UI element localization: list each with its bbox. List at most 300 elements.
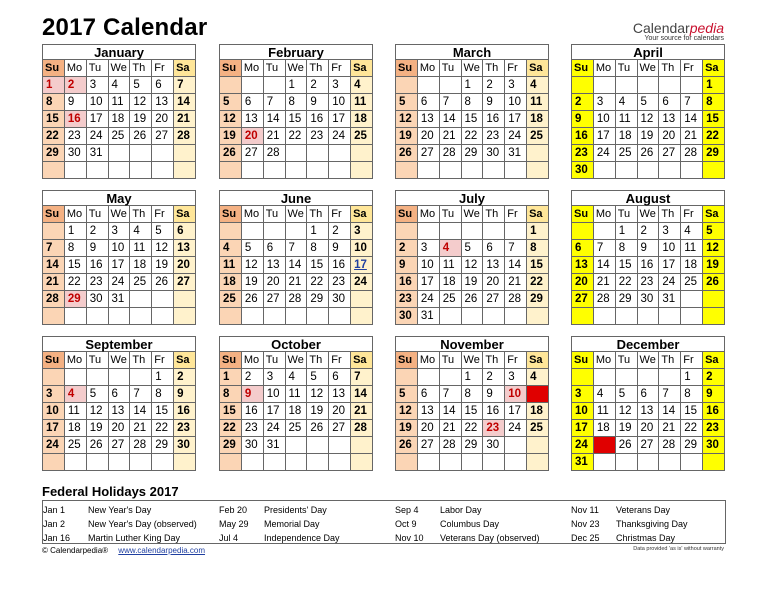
day-cell[interactable]: 23 [483, 420, 505, 437]
day-cell[interactable]: 12 [637, 111, 659, 128]
day-cell[interactable]: 13 [417, 403, 439, 420]
day-cell[interactable]: 16 [483, 403, 505, 420]
day-cell[interactable]: 9 [64, 94, 86, 111]
day-cell[interactable]: 30 [396, 308, 418, 325]
day-cell[interactable]: 12 [241, 257, 263, 274]
day-cell[interactable]: 20 [329, 403, 351, 420]
day-cell[interactable]: 30 [572, 162, 594, 179]
day-cell[interactable]: 14 [439, 403, 461, 420]
day-cell[interactable]: 31 [505, 145, 527, 162]
day-cell[interactable]: 25 [108, 128, 130, 145]
day-cell[interactable]: 2 [483, 77, 505, 94]
day-cell[interactable]: 29 [64, 291, 86, 308]
day-cell[interactable]: 27 [417, 437, 439, 454]
day-cell[interactable]: 11 [527, 386, 549, 403]
day-cell[interactable]: 12 [396, 111, 418, 128]
day-cell[interactable]: 16 [64, 111, 86, 128]
day-cell[interactable]: 1 [285, 77, 307, 94]
day-cell[interactable]: 16 [174, 403, 196, 420]
day-cell[interactable]: 30 [483, 145, 505, 162]
day-cell[interactable]: 28 [43, 291, 65, 308]
day-cell[interactable]: 4 [439, 240, 461, 257]
day-cell[interactable]: 5 [307, 369, 329, 386]
day-cell[interactable]: 14 [130, 403, 152, 420]
day-cell[interactable]: 14 [681, 111, 703, 128]
day-cell[interactable]: 15 [615, 257, 637, 274]
day-cell[interactable]: 19 [396, 128, 418, 145]
day-cell[interactable]: 10 [263, 386, 285, 403]
day-cell[interactable]: 24 [593, 145, 615, 162]
day-cell[interactable]: 31 [86, 145, 108, 162]
day-cell[interactable]: 6 [108, 386, 130, 403]
day-cell[interactable]: 23 [64, 128, 86, 145]
website-link[interactable]: www.calendarpedia.com [118, 546, 206, 555]
day-cell[interactable]: 27 [659, 145, 681, 162]
day-cell[interactable]: 2 [572, 94, 594, 111]
day-cell[interactable]: 20 [417, 420, 439, 437]
day-cell[interactable]: 10 [505, 386, 527, 403]
day-cell[interactable]: 10 [505, 94, 527, 111]
day-cell[interactable]: 31 [572, 454, 594, 471]
day-cell[interactable]: 14 [659, 403, 681, 420]
day-cell[interactable]: 1 [461, 369, 483, 386]
day-cell[interactable]: 1 [43, 77, 65, 94]
day-cell[interactable]: 17 [43, 420, 65, 437]
day-cell[interactable]: 5 [637, 94, 659, 111]
day-cell[interactable]: 13 [263, 257, 285, 274]
day-cell[interactable]: 23 [703, 420, 725, 437]
day-cell[interactable]: 19 [396, 420, 418, 437]
day-cell[interactable]: 2 [174, 369, 196, 386]
day-cell[interactable]: 29 [43, 145, 65, 162]
day-cell[interactable]: 18 [439, 274, 461, 291]
day-cell[interactable]: 29 [307, 291, 329, 308]
day-cell[interactable]: 10 [572, 403, 594, 420]
day-cell[interactable]: 2 [64, 77, 86, 94]
day-cell[interactable]: 23 [174, 420, 196, 437]
day-cell[interactable]: 26 [461, 291, 483, 308]
day-cell[interactable]: 14 [439, 111, 461, 128]
day-cell[interactable]: 15 [285, 111, 307, 128]
day-cell[interactable]: 15 [43, 111, 65, 128]
day-cell[interactable]: 3 [505, 369, 527, 386]
day-cell[interactable]: 12 [86, 403, 108, 420]
day-cell[interactable]: 25 [527, 128, 549, 145]
day-cell[interactable]: 26 [396, 437, 418, 454]
day-cell[interactable]: 18 [130, 257, 152, 274]
day-cell[interactable]: 3 [351, 223, 373, 240]
day-cell[interactable]: 9 [329, 240, 351, 257]
day-cell[interactable]: 5 [241, 240, 263, 257]
day-cell[interactable]: 5 [461, 240, 483, 257]
day-cell[interactable]: 28 [130, 437, 152, 454]
day-cell[interactable]: 27 [483, 291, 505, 308]
day-cell[interactable]: 26 [615, 437, 637, 454]
day-cell[interactable]: 23 [329, 274, 351, 291]
day-cell[interactable]: 21 [43, 274, 65, 291]
day-cell[interactable]: 31 [417, 308, 439, 325]
day-cell[interactable]: 10 [43, 403, 65, 420]
day-cell[interactable]: 12 [703, 240, 725, 257]
day-cell[interactable]: 10 [108, 240, 130, 257]
day-cell[interactable]: 28 [593, 291, 615, 308]
day-cell[interactable]: 5 [220, 94, 242, 111]
day-cell[interactable]: 26 [703, 274, 725, 291]
day-cell[interactable]: 7 [43, 240, 65, 257]
day-cell[interactable]: 2 [637, 223, 659, 240]
day-cell[interactable]: 13 [417, 111, 439, 128]
day-cell[interactable]: 6 [637, 386, 659, 403]
day-cell[interactable]: 14 [505, 257, 527, 274]
day-cell[interactable]: 14 [43, 257, 65, 274]
day-cell[interactable]: 10 [351, 240, 373, 257]
day-cell[interactable]: 19 [703, 257, 725, 274]
day-cell[interactable]: 15 [461, 111, 483, 128]
day-cell[interactable]: 7 [593, 240, 615, 257]
day-cell[interactable]: 6 [483, 240, 505, 257]
day-cell[interactable]: 21 [593, 274, 615, 291]
day-cell[interactable]: 24 [351, 274, 373, 291]
day-cell[interactable]: 12 [220, 111, 242, 128]
day-cell[interactable]: 2 [703, 369, 725, 386]
day-cell[interactable]: 22 [220, 420, 242, 437]
day-cell[interactable]: 18 [64, 420, 86, 437]
day-cell[interactable]: 25 [351, 128, 373, 145]
day-cell[interactable]: 4 [64, 386, 86, 403]
day-cell[interactable]: 18 [615, 128, 637, 145]
day-cell[interactable]: 26 [241, 291, 263, 308]
day-cell[interactable]: 17 [417, 274, 439, 291]
day-cell[interactable]: 23 [241, 420, 263, 437]
day-cell[interactable]: 22 [703, 128, 725, 145]
day-cell[interactable]: 12 [307, 386, 329, 403]
day-cell[interactable]: 27 [241, 145, 263, 162]
day-cell[interactable]: 18 [351, 111, 373, 128]
day-cell[interactable]: 21 [439, 128, 461, 145]
day-cell[interactable]: 24 [572, 437, 594, 454]
day-cell[interactable]: 11 [439, 257, 461, 274]
day-cell[interactable]: 8 [703, 94, 725, 111]
day-cell[interactable]: 14 [263, 111, 285, 128]
day-cell[interactable]: 29 [703, 145, 725, 162]
day-cell[interactable]: 6 [174, 223, 196, 240]
day-cell[interactable]: 13 [108, 403, 130, 420]
day-cell[interactable]: 25 [64, 437, 86, 454]
day-cell[interactable]: 24 [329, 128, 351, 145]
day-cell[interactable]: 15 [152, 403, 174, 420]
day-cell[interactable]: 21 [351, 403, 373, 420]
day-cell[interactable]: 11 [681, 240, 703, 257]
day-cell[interactable]: 31 [108, 291, 130, 308]
day-cell[interactable]: 3 [86, 77, 108, 94]
day-cell[interactable]: 25 [593, 437, 615, 454]
day-cell[interactable]: 1 [461, 77, 483, 94]
day-cell[interactable]: 9 [86, 240, 108, 257]
day-cell[interactable]: 2 [86, 223, 108, 240]
day-cell[interactable]: 28 [505, 291, 527, 308]
day-cell[interactable]: 8 [152, 386, 174, 403]
day-cell[interactable]: 20 [659, 128, 681, 145]
day-cell[interactable]: 8 [461, 94, 483, 111]
day-cell[interactable]: 27 [108, 437, 130, 454]
day-cell[interactable]: 11 [593, 403, 615, 420]
day-cell[interactable]: 12 [615, 403, 637, 420]
day-cell[interactable]: 25 [527, 420, 549, 437]
day-cell[interactable]: 21 [439, 420, 461, 437]
day-cell[interactable]: 2 [483, 369, 505, 386]
day-cell[interactable]: 4 [220, 240, 242, 257]
day-cell[interactable]: 8 [43, 94, 65, 111]
day-cell[interactable]: 19 [241, 274, 263, 291]
day-cell[interactable]: 5 [615, 386, 637, 403]
day-cell[interactable]: 12 [461, 257, 483, 274]
day-cell[interactable]: 3 [659, 223, 681, 240]
day-cell[interactable]: 15 [681, 403, 703, 420]
day-cell[interactable]: 16 [329, 257, 351, 274]
day-cell[interactable]: 17 [593, 128, 615, 145]
day-cell[interactable]: 22 [307, 274, 329, 291]
day-cell[interactable]: 5 [396, 386, 418, 403]
day-cell[interactable]: 7 [439, 94, 461, 111]
day-cell[interactable]: 29 [152, 437, 174, 454]
day-cell[interactable]: 12 [152, 240, 174, 257]
day-cell[interactable]: 16 [241, 403, 263, 420]
day-cell[interactable]: 20 [637, 420, 659, 437]
day-cell[interactable]: 9 [483, 94, 505, 111]
day-cell[interactable]: 23 [86, 274, 108, 291]
day-cell[interactable]: 17 [572, 420, 594, 437]
day-cell[interactable]: 17 [86, 111, 108, 128]
day-cell[interactable]: 20 [572, 274, 594, 291]
day-cell[interactable]: 8 [681, 386, 703, 403]
day-cell[interactable]: 21 [285, 274, 307, 291]
day-cell[interactable]: 25 [439, 291, 461, 308]
day-cell[interactable]: 1 [615, 223, 637, 240]
day-cell[interactable]: 10 [593, 111, 615, 128]
day-cell[interactable]: 18 [285, 403, 307, 420]
day-cell[interactable]: 25 [681, 274, 703, 291]
day-cell[interactable]: 10 [417, 257, 439, 274]
day-cell[interactable]: 26 [220, 145, 242, 162]
day-cell[interactable]: 28 [439, 145, 461, 162]
day-cell[interactable]: 22 [64, 274, 86, 291]
day-cell[interactable]: 28 [681, 145, 703, 162]
day-cell[interactable]: 6 [241, 94, 263, 111]
day-cell[interactable]: 7 [505, 240, 527, 257]
day-cell[interactable]: 9 [703, 386, 725, 403]
day-cell[interactable]: 29 [461, 145, 483, 162]
day-cell[interactable]: 6 [659, 94, 681, 111]
day-cell[interactable]: 30 [329, 291, 351, 308]
day-cell[interactable]: 28 [285, 291, 307, 308]
day-cell[interactable]: 2 [241, 369, 263, 386]
day-cell[interactable]: 5 [396, 94, 418, 111]
day-cell[interactable]: 23 [483, 128, 505, 145]
day-cell[interactable]: 27 [263, 291, 285, 308]
day-cell[interactable]: 29 [681, 437, 703, 454]
day-cell[interactable]: 20 [108, 420, 130, 437]
day-cell[interactable]: 20 [152, 111, 174, 128]
day-cell[interactable]: 27 [152, 128, 174, 145]
brand-logo[interactable] [633, 20, 724, 42]
day-cell[interactable]: 1 [64, 223, 86, 240]
day-cell[interactable]: 30 [637, 291, 659, 308]
day-cell[interactable]: 16 [86, 257, 108, 274]
day-cell[interactable]: 22 [681, 420, 703, 437]
day-cell[interactable]: 20 [417, 128, 439, 145]
day-cell[interactable]: 19 [152, 257, 174, 274]
day-cell[interactable]: 18 [527, 403, 549, 420]
day-cell[interactable]: 6 [417, 386, 439, 403]
day-cell[interactable]: 14 [351, 386, 373, 403]
day-cell[interactable]: 9 [307, 94, 329, 111]
day-cell[interactable]: 4 [108, 77, 130, 94]
day-cell[interactable]: 30 [174, 437, 196, 454]
day-cell[interactable]: 23 [307, 128, 329, 145]
day-cell[interactable]: 9 [637, 240, 659, 257]
day-cell[interactable]: 26 [86, 437, 108, 454]
day-cell[interactable]: 3 [593, 94, 615, 111]
day-cell[interactable]: 29 [615, 291, 637, 308]
day-cell[interactable]: 20 [263, 274, 285, 291]
day-cell[interactable]: 9 [241, 386, 263, 403]
day-cell[interactable]: 28 [351, 420, 373, 437]
day-cell[interactable]: 1 [681, 369, 703, 386]
day-cell[interactable]: 25 [615, 145, 637, 162]
day-cell[interactable]: 15 [220, 403, 242, 420]
day-cell[interactable]: 11 [220, 257, 242, 274]
day-cell[interactable]: 14 [174, 94, 196, 111]
day-cell[interactable]: 15 [527, 257, 549, 274]
day-cell[interactable]: 18 [108, 111, 130, 128]
day-cell[interactable]: 24 [86, 128, 108, 145]
day-cell[interactable]: 8 [461, 386, 483, 403]
day-cell[interactable]: 26 [152, 274, 174, 291]
day-cell[interactable]: 7 [439, 386, 461, 403]
day-cell[interactable]: 8 [527, 240, 549, 257]
day-cell[interactable]: 21 [130, 420, 152, 437]
day-cell[interactable]: 4 [593, 386, 615, 403]
day-cell[interactable]: 17 [351, 257, 373, 274]
day-cell[interactable]: 8 [285, 94, 307, 111]
day-cell[interactable]: 24 [43, 437, 65, 454]
day-cell[interactable]: 11 [285, 386, 307, 403]
day-cell[interactable]: 3 [108, 223, 130, 240]
day-cell[interactable]: 2 [329, 223, 351, 240]
day-cell[interactable]: 1 [527, 223, 549, 240]
day-cell[interactable]: 31 [659, 291, 681, 308]
day-cell[interactable]: 3 [263, 369, 285, 386]
day-cell[interactable]: 19 [615, 420, 637, 437]
day-cell[interactable]: 28 [174, 128, 196, 145]
day-cell[interactable]: 8 [220, 386, 242, 403]
day-cell[interactable]: 9 [483, 386, 505, 403]
day-cell[interactable]: 30 [483, 437, 505, 454]
day-cell[interactable]: 16 [307, 111, 329, 128]
day-cell[interactable]: 2 [307, 77, 329, 94]
day-cell[interactable]: 22 [527, 274, 549, 291]
day-cell[interactable]: 15 [461, 403, 483, 420]
day-cell[interactable]: 17 [329, 111, 351, 128]
day-cell[interactable]: 22 [285, 128, 307, 145]
day-cell[interactable]: 6 [329, 369, 351, 386]
day-cell[interactable]: 3 [329, 77, 351, 94]
day-cell[interactable]: 21 [681, 128, 703, 145]
day-cell[interactable]: 24 [505, 128, 527, 145]
day-cell[interactable]: 21 [505, 274, 527, 291]
day-cell[interactable]: 8 [307, 240, 329, 257]
day-cell[interactable]: 15 [64, 257, 86, 274]
day-cell[interactable]: 27 [329, 420, 351, 437]
day-cell[interactable]: 4 [130, 223, 152, 240]
day-cell[interactable]: 7 [681, 94, 703, 111]
day-cell[interactable]: 3 [43, 386, 65, 403]
day-cell[interactable]: 17 [505, 403, 527, 420]
day-cell[interactable]: 29 [527, 291, 549, 308]
day-cell[interactable]: 13 [572, 257, 594, 274]
day-cell[interactable]: 7 [174, 77, 196, 94]
day-cell[interactable]: 1 [220, 369, 242, 386]
day-cell[interactable]: 15 [307, 257, 329, 274]
day-cell[interactable]: 12 [130, 94, 152, 111]
day-cell[interactable]: 28 [263, 145, 285, 162]
day-cell[interactable]: 13 [241, 111, 263, 128]
day-cell[interactable]: 24 [108, 274, 130, 291]
day-cell[interactable]: 16 [483, 111, 505, 128]
day-cell[interactable]: 10 [329, 94, 351, 111]
day-cell[interactable]: 26 [130, 128, 152, 145]
day-cell[interactable]: 27 [417, 145, 439, 162]
day-cell[interactable]: 18 [593, 420, 615, 437]
day-cell[interactable]: 6 [263, 240, 285, 257]
day-cell[interactable]: 14 [285, 257, 307, 274]
day-cell[interactable]: 8 [615, 240, 637, 257]
day-cell[interactable]: 17 [108, 257, 130, 274]
day-cell[interactable]: 7 [285, 240, 307, 257]
day-cell[interactable]: 10 [659, 240, 681, 257]
day-cell[interactable]: 19 [461, 274, 483, 291]
day-cell[interactable]: 11 [615, 111, 637, 128]
day-cell[interactable]: 13 [329, 386, 351, 403]
day-cell[interactable]: 20 [483, 274, 505, 291]
day-cell[interactable]: 6 [417, 94, 439, 111]
day-cell[interactable]: 23 [637, 274, 659, 291]
day-cell[interactable]: 22 [43, 128, 65, 145]
day-cell[interactable]: 8 [64, 240, 86, 257]
day-cell[interactable]: 17 [505, 111, 527, 128]
day-cell[interactable]: 22 [615, 274, 637, 291]
day-cell[interactable]: 30 [64, 145, 86, 162]
day-cell[interactable]: 3 [572, 386, 594, 403]
day-cell[interactable]: 30 [241, 437, 263, 454]
day-cell[interactable]: 13 [152, 94, 174, 111]
day-cell[interactable]: 16 [396, 274, 418, 291]
day-cell[interactable]: 3 [505, 77, 527, 94]
day-cell[interactable]: 7 [351, 369, 373, 386]
day-cell[interactable]: 10 [86, 94, 108, 111]
day-cell[interactable]: 27 [637, 437, 659, 454]
day-cell[interactable]: 18 [527, 111, 549, 128]
day-cell[interactable]: 24 [417, 291, 439, 308]
day-cell[interactable]: 24 [263, 420, 285, 437]
day-cell[interactable]: 26 [396, 145, 418, 162]
day-cell[interactable]: 19 [86, 420, 108, 437]
day-cell[interactable]: 18 [220, 274, 242, 291]
day-cell[interactable]: 3 [417, 240, 439, 257]
day-cell[interactable]: 13 [174, 240, 196, 257]
day-cell[interactable]: 13 [659, 111, 681, 128]
day-cell[interactable]: 25 [220, 291, 242, 308]
